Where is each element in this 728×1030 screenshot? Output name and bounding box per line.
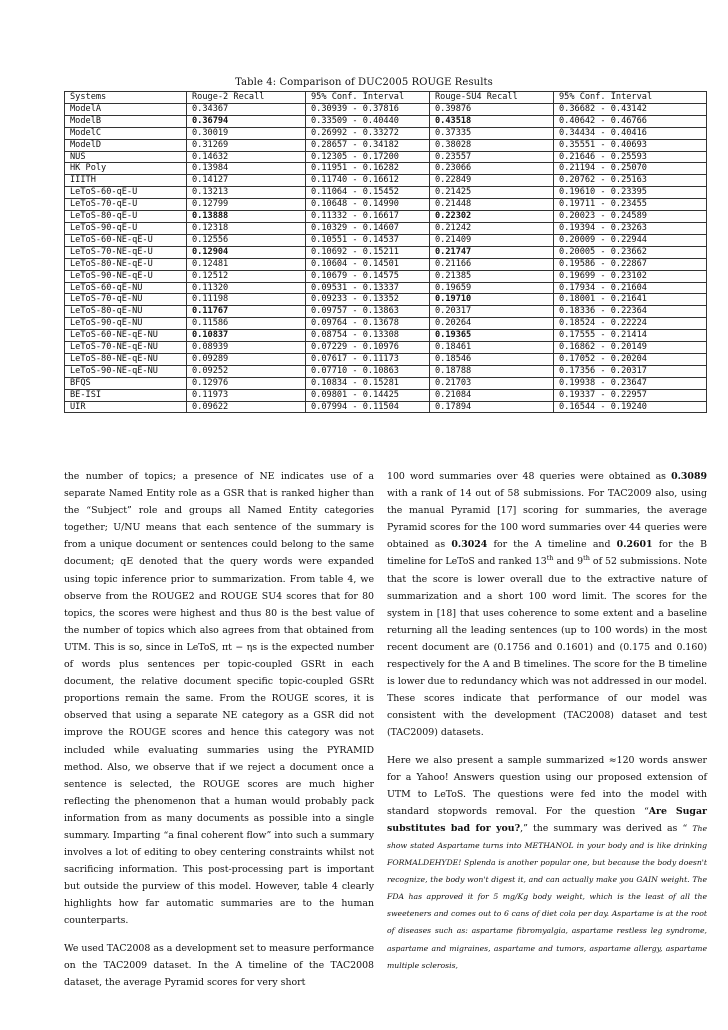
table-row [65,270,707,282]
right-text-column [387,468,707,984]
table-row [65,318,707,330]
score-highlight: 0.3089 [671,471,707,482]
score-cell: 0.43518 [430,115,554,127]
score-cell: 0.09252 [187,365,306,377]
system-name-cell: ModelB [65,115,187,127]
score-cell: 0.13888 [187,211,306,223]
system-name-cell: LeToS-70-NE-qE-NU [65,342,187,354]
table-row [65,246,707,258]
table-row [65,139,707,151]
table-row [65,330,707,342]
score-cell: 0.20762 - 0.25163 [554,175,707,187]
score-cell: 0.11767 [187,306,306,318]
score-cell: 0.12305 - 0.17200 [306,151,430,163]
score-cell: 0.18001 - 0.21641 [554,294,707,306]
system-name-cell: LeToS-80-NE-qE-U [65,258,187,270]
score-cell: 0.39876 [430,103,554,115]
score-cell: 0.21084 [430,389,554,401]
system-name-cell: LeToS-70-NE-qE-U [65,246,187,258]
system-name-cell: ModelC [65,127,187,139]
score-cell: 0.19365 [430,330,554,342]
score-cell: 0.20005 - 0.23662 [554,246,707,258]
score-cell: 0.21747 [430,246,554,258]
score-cell: 0.18524 - 0.22224 [554,318,707,330]
score-cell: 0.19610 - 0.23395 [554,187,707,199]
score-cell: 0.31269 [187,139,306,151]
paragraph: 100 word summaries over 48 queries were obtained as 0.3089 with a rank of 14 out of 58 submissions. For TAC2009 also, using the manual Pyramid [17] scoring for summaries, the average Pyramid scores for the 100 word summaries over 44 queries were obtained as 0.3024 for the A timeline and 0.2601 for the B timeline for LeToS and ranked 13th and 9th of 52 submissions. Note that the score is lower overall due to the extractive nature of summarization and a short 100 word limit. The scores for the system in [18] that uses coherence to some extent and a baseline returning all the leading sentences (up to 100 words) in the most recent document are (0.1756 and 0.1601) and (0.175 and 0.160) respectively for the A and B timelines. The score for the B timeline is lower due to redundancy which was not addressed in our model. These scores indicate that performance of our model was consistent with the development (TAC2008) dataset and test (TAC2009) datasets. [387,471,708,739]
score-cell: 0.07229 - 0.10976 [306,342,430,354]
system-name-cell: UIR [65,401,187,413]
score-cell: 0.08939 [187,342,306,354]
score-cell: 0.36682 - 0.43142 [554,103,707,115]
score-cell: 0.10837 [187,330,306,342]
system-name-cell: LeToS-60-qE-U [65,187,187,199]
table-row [65,175,707,187]
table-header-cell: Rouge-2 Recall [187,92,306,104]
score-cell: 0.10551 - 0.14537 [306,234,430,246]
table-row [65,211,707,223]
score-cell: 0.34434 - 0.40416 [554,127,707,139]
score-cell: 0.18546 [430,353,554,365]
score-cell: 0.38028 [430,139,554,151]
score-cell: 0.30019 [187,127,306,139]
score-cell: 0.10648 - 0.14990 [306,199,430,211]
score-cell: 0.11198 [187,294,306,306]
system-name-cell: LeToS-90-qE-U [65,222,187,234]
system-name-cell: IIITH [65,175,187,187]
score-cell: 0.12799 [187,199,306,211]
paragraph: Here we also present a sample summarized ≈120 words answer for a Yahoo! Answers question using our proposed extension of UTM to LeToS. The questions were fed into the model with standard stopwords removal. For the question “Are Sugar substitutes bad for you?,” the summary was derived as “ The show stated Aspartame turns into METHANOL in your body and is like drinking FORMALDEHYDE! Splenda is another popular one, but because the body doesn't recognize, the body won't digest it, and can actually make you GAIN weight. The FDA has approved it for 5 mg/Kg body weight, which is the least of all the sweeteners and comes out to 6 cans of diet cola per day. Aspartame is at the root of diseases such as: aspartame fibromyalgia, aspartame restless leg syndrome, aspartame and migraines, aspartame and tumors, aspartame allergy, aspartame multiple sclerosis, [387,754,707,970]
score-cell: 0.19699 - 0.23102 [554,270,707,282]
table-row [65,377,707,389]
system-name-cell: ModelD [65,139,187,151]
score-cell: 0.20317 [430,306,554,318]
score-cell: 0.36794 [187,115,306,127]
score-cell: 0.26992 - 0.33272 [306,127,430,139]
score-cell: 0.17894 [430,401,554,413]
score-cell: 0.10692 - 0.15211 [306,246,430,258]
score-cell: 0.17555 - 0.21414 [554,330,707,342]
score-cell: 0.21448 [430,199,554,211]
score-cell: 0.19586 - 0.22867 [554,258,707,270]
table-row [65,294,707,306]
score-cell: 0.34367 [187,103,306,115]
score-cell: 0.23066 [430,163,554,175]
table-row [65,127,707,139]
table-row [65,306,707,318]
table-row [65,401,707,413]
score-cell: 0.20023 - 0.24589 [554,211,707,223]
score-cell: 0.22302 [430,211,554,223]
score-cell: 0.12976 [187,377,306,389]
score-cell: 0.09801 - 0.14425 [306,389,430,401]
score-cell: 0.10604 - 0.14501 [306,258,430,270]
score-highlight: 0.3024 [451,539,488,551]
table-header-cell: 95% Conf. Interval [554,92,707,104]
score-cell: 0.12512 [187,270,306,282]
results-table [64,91,707,413]
table-row [65,342,707,354]
table-row [65,163,707,175]
score-cell: 0.07710 - 0.10863 [306,365,430,377]
table-row [65,115,707,127]
table-row [65,151,707,163]
system-name-cell: LeToS-80-qE-U [65,211,187,223]
system-name-cell: LeToS-60-NE-qE-U [65,234,187,246]
system-name-cell: LeToS-70-qE-U [65,199,187,211]
table-row [65,258,707,270]
score-cell: 0.12481 [187,258,306,270]
score-cell: 0.21409 [430,234,554,246]
system-name-cell: LeToS-90-NE-qE-NU [65,365,187,377]
score-cell: 0.37335 [430,127,554,139]
score-cell: 0.12904 [187,246,306,258]
score-cell: 0.21194 - 0.25070 [554,163,707,175]
table-row [65,222,707,234]
score-cell: 0.13213 [187,187,306,199]
left-text-column [64,468,374,1001]
table-caption: Table 4: Comparison of DUC2005 ROUGE Results [235,77,493,88]
table-row [65,282,707,294]
score-cell: 0.16862 - 0.20149 [554,342,707,354]
score-cell: 0.14127 [187,175,306,187]
system-name-cell: LeToS-90-NE-qE-U [65,270,187,282]
score-cell: 0.11064 - 0.15452 [306,187,430,199]
paragraph: We used TAC2008 as a development set to measure performance on the TAC2009 dataset. In the A timeline of the TAC2008 dataset, the average Pyramid scores for very short [64,942,374,988]
score-cell: 0.11740 - 0.16612 [306,175,430,187]
score-cell: 0.22849 [430,175,554,187]
sample-summary: The show stated Aspartame turns into METHANOL in your body and is like drinking FORMALDEHYDE! Splenda is another popular one, but because the body doesn't recognize, the body won't digest it, and can actually make you GAIN weight. The FDA has approved it for 5 mg/Kg body weight, which is the least of all the sweeteners and comes out to 6 cans of diet cola per day. Aspartame is at the root of diseases such as: aspartame fibromyalgia, aspartame restless leg syndrome, aspartame and migraines, aspartame and tumors, aspartame allergy, aspartame multiple sclerosis, [387,823,707,970]
system-name-cell: LeToS-90-qE-NU [65,318,187,330]
score-cell: 0.11973 [187,389,306,401]
table-row [65,389,707,401]
score-cell: 0.09757 - 0.13863 [306,306,430,318]
score-cell: 0.11332 - 0.16617 [306,211,430,223]
score-cell: 0.09233 - 0.13352 [306,294,430,306]
score-cell: 0.19938 - 0.23647 [554,377,707,389]
score-cell: 0.14632 [187,151,306,163]
score-cell: 0.08754 - 0.13308 [306,330,430,342]
score-cell: 0.18788 [430,365,554,377]
score-cell: 0.21385 [430,270,554,282]
system-name-cell: LeToS-60-qE-NU [65,282,187,294]
score-cell: 0.07994 - 0.11504 [306,401,430,413]
score-cell: 0.09289 [187,353,306,365]
score-cell: 0.21703 [430,377,554,389]
table-row [65,353,707,365]
score-cell: 0.20264 [430,318,554,330]
score-cell: 0.28657 - 0.34182 [306,139,430,151]
score-cell: 0.13984 [187,163,306,175]
score-cell: 0.21425 [430,187,554,199]
score-cell: 0.10834 - 0.15281 [306,377,430,389]
score-cell: 0.11586 [187,318,306,330]
score-cell: 0.07617 - 0.11173 [306,353,430,365]
score-cell: 0.17052 - 0.20204 [554,353,707,365]
system-name-cell: HK Poly [65,163,187,175]
table-row [65,365,707,377]
system-name-cell: LeToS-80-NE-qE-NU [65,353,187,365]
score-cell: 0.20009 - 0.22944 [554,234,707,246]
table-row [65,103,707,115]
system-name-cell: BFQS [65,377,187,389]
score-highlight: 0.2601 [616,539,653,551]
score-cell: 0.21646 - 0.25593 [554,151,707,163]
table-row [65,187,707,199]
score-cell: 0.16544 - 0.19240 [554,401,707,413]
score-cell: 0.09764 - 0.13678 [306,318,430,330]
score-cell: 0.19659 [430,282,554,294]
score-cell: 0.10679 - 0.14575 [306,270,430,282]
score-cell: 0.09531 - 0.13337 [306,282,430,294]
score-cell: 0.18336 - 0.22364 [554,306,707,318]
table-header-cell: Systems [65,92,187,104]
score-cell: 0.09622 [187,401,306,413]
score-cell: 0.19710 [430,294,554,306]
score-cell: 0.21242 [430,222,554,234]
system-name-cell: LeToS-60-NE-qE-NU [65,330,187,342]
system-name-cell: ModelA [65,103,187,115]
table-header-row [65,92,707,104]
score-cell: 0.23557 [430,151,554,163]
score-cell: 0.30939 - 0.37816 [306,103,430,115]
score-cell: 0.11320 [187,282,306,294]
score-cell: 0.19337 - 0.22957 [554,389,707,401]
score-cell: 0.18461 [430,342,554,354]
system-name-cell: LeToS-70-qE-NU [65,294,187,306]
score-cell: 0.17934 - 0.21604 [554,282,707,294]
system-name-cell: LeToS-80-qE-NU [65,306,187,318]
table-header-cell: Rouge-SU4 Recall [430,92,554,104]
system-name-cell: BE-ISI [65,389,187,401]
score-cell: 0.12318 [187,222,306,234]
score-cell: 0.17356 - 0.20317 [554,365,707,377]
system-name-cell: NUS [65,151,187,163]
score-cell: 0.40642 - 0.46766 [554,115,707,127]
table-header-cell: 95% Conf. Interval [306,92,430,104]
score-cell: 0.19394 - 0.23263 [554,222,707,234]
question-text: Are Sugar substitutes bad for you? [387,805,707,834]
score-cell: 0.12556 [187,234,306,246]
table-row [65,199,707,211]
paragraph: the number of topics; a presence of NE indicates use of a separate Named Entity role as a GSR that is ranked higher than the “Subject” role and groups all Named Entity categories together; U/NU means that each sentence of the summary is from a unique document or sentences could belong to the same document; qE denoted that the query words were expanded using topic inference prior to summarization. From table 4, we observe from the ROUGE2 and ROUGE SU4 scores that for 80 topics, the scores were highest and thus 80 is the best value of the number of topics which also agrees from that obtained from UTM. This is so, since in LeToS, πt − ηs is the expected number of words plus sentences per topic-coupled GSRt in each document, the relative document specific topic-coupled GSRt proportions remain the same. From the ROUGE scores, it is observed that using a separate NE category as a GSR did not improve the ROUGE scores and hence this category was not included while evaluating summaries using the PYRAMID method. Also, we observe that if we reject a document once a sentence is selected, the ROUGE scores are much higher reflecting the phenomenon that a human would probably pack information from as many documents as possible into a single summary. Imparting “a final coherent flow” into such a summary involves a lot of editing to obey centering constraints whilst not sacrificing information. This post-processing part is important but outside the purview of this model. However, table 4 clearly highlights how far automatic summaries are to the human counterparts. [64,471,374,927]
score-cell: 0.33509 - 0.40440 [306,115,430,127]
score-cell: 0.10329 - 0.14607 [306,222,430,234]
score-cell: 0.11951 - 0.16282 [306,163,430,175]
score-cell: 0.19711 - 0.23455 [554,199,707,211]
score-cell: 0.21166 [430,258,554,270]
table-row [65,234,707,246]
score-cell: 0.35551 - 0.40693 [554,139,707,151]
